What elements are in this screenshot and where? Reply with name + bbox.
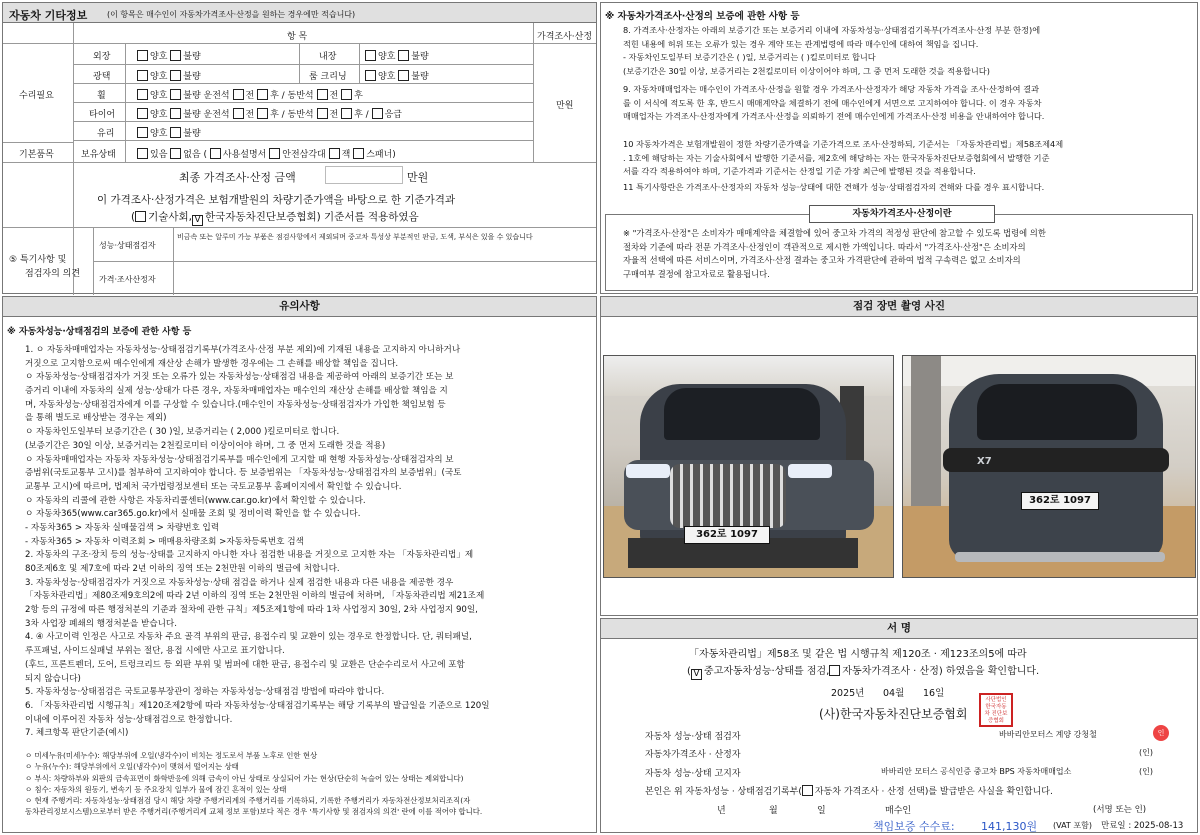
price-guarantee-section (600, 2, 1198, 294)
photo-header: 점검 장면 촬영 사진 (601, 297, 1197, 317)
sign-row1-label: 자동차 성능·상태 점검자 (645, 732, 741, 742)
notice-line: ㅇ 자동차매매업자는 자동차 자동차성능·상태점검기록부를 매수인에게 고지할 때 현행 자동차성능·상태점검자의 보 (25, 454, 454, 465)
notice-line: ㅇ 자동차성능·상태점검자가 거짓 또는 오류가 있는 자동차성능·상태점검 내용을 제공하여 아래의 보증기간 또는 보 (25, 372, 454, 383)
final-price-unit: 만원 (407, 171, 429, 184)
p8-block: 8. 가격조사·산정자는 아래의 보증기간 또는 보증거리 이내에 자동차성능·상태점검기록부(가격조사·산정 부분 한정)에 적힌 내용에 허위 또는 오류가 있는 경우 계약 또는 관계법령에 따라 매수인에 대하여 책임을 집니다. - 자동차인도일부터 보증기간은 ( )일, 보증거리는 ( )킬로미터로 합니다 (보증기간은 30일 이상, 보증거리는 2천킬로미터 이상이어야 하며, 그 중 먼저 도래한 것을 적용합니다) (623, 25, 1041, 77)
room-good-checkbox[interactable] (365, 70, 376, 81)
notice-line: ㅇ 자동차인도일부터 보증기간은 ( 30 )일, 보증거리는 ( 2,000 )킬로미터로 합니다. (25, 427, 340, 438)
group-basic-label: 기본품목 (19, 150, 54, 160)
front-car-photo (603, 355, 894, 578)
rear-car-photo (902, 355, 1196, 578)
sign-year: 2025년 (831, 688, 865, 699)
tire-driver-rear-checkbox[interactable] (257, 108, 268, 119)
manual-checkbox[interactable] (210, 148, 221, 159)
wheel-passenger-rear-checkbox[interactable] (341, 89, 352, 100)
special-label-line2: 점검자의 의견 (25, 269, 81, 279)
col-item-header: 항 목 (287, 32, 308, 42)
front-plate: 362로 1097 (684, 526, 770, 544)
buyer-price-checkbox[interactable] (802, 785, 813, 796)
interior-good-checkbox[interactable] (365, 50, 376, 61)
special-label-line1: ⑤ 특기사항 및 (9, 255, 67, 265)
rear-plate: 362로 1097 (1021, 492, 1099, 510)
photo-section (600, 296, 1198, 616)
notice-line: 을 통해 별도로 배상받는 경우는 제외) (25, 413, 167, 424)
buyer-date-month: 월 (769, 806, 778, 816)
notice-line: - 자동차365 > 자동차 이력조회 > 매매용차량조회 >자동차등록번호 검색 (25, 536, 304, 547)
notice-small-lines (25, 750, 482, 818)
notice-line: 이내에 이루어진 자동차 성능·상태점검으로 한정합니다. (25, 714, 233, 725)
wheel-driver-rear-checkbox[interactable] (257, 89, 268, 100)
sign-row3-label: 자동차 성능·상태 고지자 (645, 769, 741, 779)
notice-line: 5. 자동차성능·상태점검은 국토교통부장관이 정하는 자동차성능·상태점검 방법에 따라야 합니다. (25, 687, 385, 698)
notice-line: 2항 등의 규정에 따른 행정처분의 기준과 절차에 관한 규칙」제5조제1항에 따라 1차 사업정지 30일, 2차 사업정지 90일, (25, 605, 478, 616)
price-def-text: ※ "가격조사·산정"은 소비자가 매매계약을 체결함에 있어 중고차 가격의 적정성 판단에 참고할 수 있도록 법령에 의한 절차와 기준에 따라 전문 가격조사·산정인이 객관적으로 제시한 가액입니다. 따라서 "가격조사·산정"은 소비자의 자율적 선택에 따른 서비스이며, 가격조사·산정 결과는 중고차 가격판단에 관하여 법적 구속력은 없고 소비자의 구매여부 결정에 참고자료로 활용됩니다. (623, 228, 1046, 280)
row-glass-label: 유리 (97, 129, 115, 139)
sign-row3-mark: (인) (1139, 767, 1153, 776)
sign-day: 16일 (923, 688, 945, 699)
p10-block: 10 자동차가격은 보험개발원이 정한 차량기준가액을 기준가격으로 조사·산정하되, 기준서는 「자동차관리법」제58조제4제 . 1호에 해당하는 자는 기술사회에서 발행한 기준서를, 제2호에 해당하는 자는 한국자동차진단보증협회에서 발행한 기준 서를 각각 적용하여야 하며, 기준가격과 기준서는 산정일 기준 가장 최근에 발행된 것을 적용합니다. (623, 139, 1064, 177)
x7-badge: X7 (977, 456, 992, 467)
sign-row2-label: 자동차가격조사 · 산정자 (645, 750, 741, 760)
notice-line: 3차 사업장 폐쇄의 행정처분을 받습니다. (25, 618, 177, 629)
gloss-good-checkbox[interactable] (137, 70, 148, 81)
jack-checkbox[interactable] (329, 148, 340, 159)
group-repair-label: 수리필요 (19, 91, 54, 101)
notice-small-line: ㅇ 현재 주행거리: 자동차성능·상태점검 당시 해당 차량 주행거리계의 주행거리를 기록하되, 기록한 주행거리가 자동차전산정보처리조직(자 (25, 796, 471, 806)
sign-row3-value: 바바리안 모터스 공식인증 중고차 BPS 자동차매매업소 (881, 767, 1072, 776)
row-room-cleaning-label: 룸 크리닝 (309, 72, 347, 82)
exterior-good-checkbox[interactable] (137, 50, 148, 61)
possession-no-checkbox[interactable] (170, 148, 181, 159)
notice-line: - 자동차365 > 자동차 실매물검색 > 차량번호 입력 (25, 522, 220, 533)
final-price-input[interactable] (325, 166, 403, 184)
buyer-label: 매수인 (885, 806, 912, 816)
notice-line: 되지 않습니다) (25, 673, 81, 684)
notice-line: 증거리 이내에 자동차의 실제 성능·상태가 다른 경우, 자동차매매업자는 매수인의 재산상 손해를 배상할 책임을 지 (25, 386, 448, 397)
tire-driver-front-checkbox[interactable] (233, 108, 244, 119)
notice-line: 며, 자동차성능·상태점검자에게 이를 구상할 수 있습니다.(매수인이 자동차성능·상태점검자가 가입한 책임보험 등 (25, 399, 446, 410)
sign-section: 서 명 「자동차관리법」제58조 및 같은 법 시행규칙 제120조 · 제123조의5에 따라 ( V 중고자동차성능·상태를 점검, 자동차가격조사 · 산정) 하였음을 확인합니다. 2025년 04월 16일 (사)한국자동차진단보증협회 사단법인 한국자동차 진단보증협회 자동차 성능·상태 점검자 바바리안모터스 계양 강청철 인 자동차가격조사 · 산정자 (인) 자동차 성능·상태 고지자 바바리안 모터스 공식인증 중고차 BPS 자동차매매업소 (인) 본인은 위 자동차성능 · 상태점검기록부( 자동차 가격조사 · 산정 선택)를 발급받은 사실을 확인합니다. 년 월 일 매수인 (서명 또는 인) 책임보증 수수료: 141,130원 (VAT 포함) 만료일 : 2025-08-13 (600, 618, 1198, 833)
tire-good-checkbox[interactable] (137, 108, 148, 119)
etc-info-note: (이 항목은 매수인이 자동차가격조사·산정을 원하는 경우에만 적습니다) (107, 10, 356, 19)
row-possession-label: 보유상태 (81, 150, 116, 160)
buyer-date-year: 년 (717, 806, 726, 816)
notice-line: 6. 「자동차관리법 시행규칙」제120조제2항에 따라 자동차성능·상태점검기록부는 해당 기록부의 발급일을 기준으로 120일 (25, 700, 490, 711)
wheel-bad-checkbox[interactable] (170, 89, 181, 100)
etc-info-title: 자동차 기타정보 (9, 9, 88, 22)
gloss-bad-checkbox[interactable] (170, 70, 181, 81)
basis-opt1: 기술사회, (148, 211, 193, 223)
etc-info-section: 자동차 기타정보 (이 항목은 매수인이 자동차가격조사·산정을 원하는 경우에만 적습니다) 항 목 가격조사·산정 수리필요 만원 외장 양호 불량 내장 양호 불량 광택 양호 불량 룸 크리닝 양호 불량 휠 양호 불량 운전석 전 후 / 동반석 전 후 타이어 양호 불량 운전석 전 후 / 동반석 전 후 / 응급 유리 양호 불량 기본품목 보유상태 있음 없음 ( 사용설명서 안전삼각대 잭 스패너) 최종 가격조사·산정 금액 만원 이 가격조사·산정가격은 보험개발원의 차량기준가액을 바탕으로 한 기준가격과 ( 기술사회, V 한국자동차진단보증협회) 기준서를 적용하였음 ⑤ 특기사항 및 점검자의 의견 성능·상태점검자 비금속 또는 알루미 가능 부품은 점검사항에서 제외되며 중고차 특성상 부분적인 판금, 도색, 부식은 있을 수 있습니다 가격·조사산정자 (2, 2, 597, 294)
tire-bad-checkbox[interactable] (170, 108, 181, 119)
tire-emergency-checkbox[interactable] (372, 108, 383, 119)
sign-price-checkbox[interactable] (829, 665, 840, 676)
tire-passenger-front-checkbox[interactable] (317, 108, 328, 119)
notice-line: 루프패널, 사이드실패널 부위는 절단, 용접 시에만 사고로 표기합니다. (25, 646, 285, 657)
notice-line: 4. ④ 사고이력 인정은 사고로 자동차 주요 골격 부위의 판금, 용접수리 및 교환이 있는 경우로 한정합니다. 단, 쿼터패널, (25, 632, 472, 643)
sign-row1-value: 바바리안모터스 계양 강청철 (999, 730, 1097, 739)
room-bad-checkbox[interactable] (398, 70, 409, 81)
expiry-date: 만료일 : 2025-08-13 (1101, 821, 1184, 831)
org-seal-stamp: 사단법인 한국자동차 진단보증협회 (979, 693, 1013, 727)
row-exterior-label: 외장 (93, 52, 111, 62)
basis-opt2: 한국자동차진단보증협회) 기준서를 적용하였음 (205, 211, 419, 223)
buyer-date-day: 일 (817, 806, 826, 816)
notice-line: 7. 체크항목 판단기준(예시) (25, 728, 129, 739)
basis-tech-checkbox[interactable] (135, 211, 146, 222)
sign-month: 04월 (883, 688, 905, 699)
sign-org: (사)한국자동차진단보증협회 (819, 707, 968, 721)
notice-line: ㅇ 자동차의 리콜에 관한 사항은 자동차리콜센터(www.car.go.kr)에서 확인할 수 있습니다. (25, 495, 366, 506)
notice-line: 교통부 고시)에 따르며, 법제처 국가법령정보센터 또는 국토교통부 홈페이지에서 확인할 수 있습니다. (25, 481, 402, 492)
notice-line: 2. 자동차의 구조·장치 등의 성능·상태를 고지하지 아니한 자나 점검한 내용을 거짓으로 고지한 자는 「자동차관리법」제 (25, 550, 474, 561)
notice-lines (25, 344, 490, 741)
col-price-header: 가격조사·산정 (537, 32, 593, 42)
tire-passenger-rear-checkbox[interactable] (341, 108, 352, 119)
notice-line: 3. 자동차성능·상태점검자가 거짓으로 자동차성능·상태 점검을 하거나 실제 점검한 내용과 다른 내용을 제공한 경우 (25, 577, 454, 588)
inspector-seal: 인 (1153, 725, 1169, 741)
p9-block: 9. 자동차매매업자는 매수인이 가격조사·산정을 원할 경우 가격조사·산정자가 해당 자동차 가격을 조사·산정하여 결과 를 이 서식에 적도록 한 후, 반드시 매매계약을 체결하기 전에 매수인에게 서면으로 고지하여야 합니다. 이 경우 자동차 매매업자는 가격조사·산정자에게 가격조사·산정을 의뢰하기 전에 매수인에게 가격조사·산정 비용을 안내하여야 합니다. (623, 84, 1045, 122)
fee-note: (VAT 포함) (1053, 821, 1092, 830)
fee-label: 책임보증 수수료: (873, 820, 955, 833)
inspector-text: 비금속 또는 알루미 가능 부품은 점검사항에서 제외되며 중고차 특성상 부분적인 판금, 도색, 부식은 있을 수 있습니다 (177, 233, 533, 241)
possession-yes-checkbox[interactable] (137, 148, 148, 159)
glass-bad-checkbox[interactable] (170, 127, 181, 138)
p11-text: 11 특기사항란은 가격조사·산정자의 자동차 성능·상태에 대한 견해가 성능·상태점검자의 견해와 다를 경우 표시합니다. (623, 182, 1045, 192)
notice-line: 80조제6호 및 제7호에 따라 2년 이하의 징역 또는 2천만원 이하의 벌금에 처합니다. (25, 564, 340, 574)
notice-header: 유의사항 (3, 297, 596, 317)
price-def-title: 자동차가격조사·산정이란 (809, 205, 995, 223)
glass-good-checkbox[interactable] (137, 127, 148, 138)
notice-line: 거짓으로 고지함으로써 매수인에게 재산상 손해가 발생한 경우에는 그 손해를 배상할 책임을 집니다. (25, 358, 399, 369)
wheel-good-checkbox[interactable] (137, 89, 148, 100)
unit-won-label: 만원 (556, 101, 574, 111)
notice-small-line: ㅇ 부식: 차량하부와 외판의 금속표면이 화학반응에 의해 금속이 아닌 상태로 상실되어 가는 현상(단순히 녹슬어 있는 상태는 제외합니다) (25, 773, 464, 783)
wheel-driver-front-checkbox[interactable] (233, 89, 244, 100)
notice-line: 「자동차관리법」제80조제9호의2에 따라 2년 이하의 징역 또는 2천만원 이하의 벌금에 처하며, 「자동차관리법 제21조제 (25, 591, 485, 602)
notice-small-line: 동차관리정보시스템)으로부터 받은 주행거리(주행거리계 교체 정보 포함)보다 적은 경우 '특기사항 및 점검자의 의견' 란에 이를 적어야 합니다. (25, 807, 483, 817)
price-guarantee-title: ※ 자동차가격조사·산정의 보증에 관한 사항 등 (605, 11, 800, 22)
spanner-checkbox[interactable] (353, 148, 364, 159)
buyer-sign-placeholder[interactable]: (서명 또는 인) (1093, 805, 1147, 815)
notice-subtitle: ※ 자동차성능·상태점검의 보증에 관한 사항 등 (7, 327, 192, 337)
fee-value: 141,130원 (981, 820, 1038, 833)
interior-bad-checkbox[interactable] (398, 50, 409, 61)
exterior-bad-checkbox[interactable] (170, 50, 181, 61)
row-interior-label: 내장 (319, 52, 337, 62)
basis-kadia-checkbox[interactable]: V (192, 215, 203, 226)
sign-row2-mark: (인) (1139, 748, 1153, 757)
notice-line: (후드, 프론트펜더, 도어, 트렁크리드 등 외판 부위 및 범퍼에 대한 판금, 용접수리 및 교환은 단순수리로서 사고에 포함 (25, 659, 465, 670)
wheel-passenger-front-checkbox[interactable] (317, 89, 328, 100)
notice-line: 1. ㅇ 자동차매매업자는 자동차성능·상태점검기록부(가격조사·산정 부분 제외)에 기재된 내용을 고지하지 아니하거나 (25, 345, 461, 355)
notice-small-line: ㅇ 침수: 자동차의 원동기, 변속기 등 주요장치 일부가 물에 잠긴 흔적이 있는 상태 (25, 784, 287, 794)
notice-line: 증범위(국토교통부 고시)를 첨부하여 고지하여야 합니다. 등 보증범위는 「자동차성능·상태점검자의 보증범위」(국토 (25, 468, 462, 479)
final-price-label: 최종 가격조사·산정 금액 (179, 171, 296, 184)
sign-performance-checkbox[interactable]: V (691, 669, 702, 680)
notice-small-line: ㅇ 미세누유(미세누수): 해당부위에 오일(냉각수)이 비치는 정도로서 부품 노후로 인한 현상 (25, 751, 318, 760)
row-tire-label: 타이어 (89, 110, 116, 120)
notice-section (2, 296, 597, 833)
etc-info-header (3, 3, 596, 23)
triangle-checkbox[interactable] (269, 148, 280, 159)
notice-small-line: ㅇ 누유(누수): 해당부위에서 오일(냉각수)이 맺혀서 떨어지는 상태 (25, 762, 239, 772)
inspector-label: 성능·상태점검자 (99, 241, 156, 250)
row-wheel-label: 휠 (97, 91, 106, 101)
notice-line: ㅇ 자동차365(www.car365.go.kr)에서 실매물 조회 및 정비이력 확인을 할 수 있습니다. (25, 509, 361, 520)
row-gloss-label: 광택 (93, 72, 111, 82)
sign-header: 서 명 (601, 619, 1197, 639)
notice-line: (보증기간은 30일 이상, 보증거리는 2천킬로미터 이상이어야 하며, 그 중 먼저 도래한 것을 적용) (25, 440, 386, 451)
basis-line1: 이 가격조사·산정가격은 보험개발원의 차량기준가액을 바탕으로 한 기준가격과 (97, 194, 456, 206)
appraiser-label: 가격·조사산정자 (99, 275, 156, 284)
sign-line1: 「자동차관리법」제58조 및 같은 법 시행규칙 제120조 · 제123조의5에 따라 (689, 649, 1027, 660)
